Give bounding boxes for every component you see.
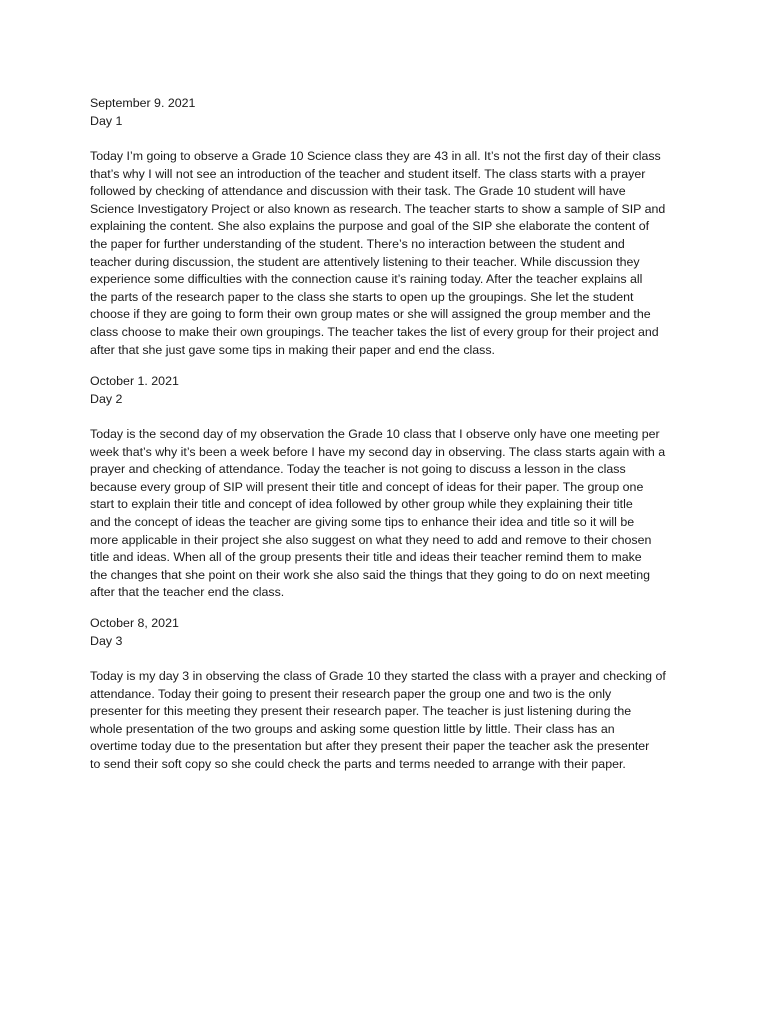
paragraph-line: after that she just gave some tips in making their paper and end the class.	[90, 342, 495, 357]
paragraph-line: to send their soft copy so she could check the parts and terms needed to arrange with their paper.	[90, 756, 626, 771]
paragraph-line: and the concept of ideas the teacher are giving some tips to enhance their idea and title so it will be	[90, 514, 635, 529]
entry-date: October 1. 2021	[90, 374, 179, 388]
paragraph-line: explaining the content. She also explains the purpose and goal of the SIP she elaborate the content of	[90, 219, 650, 234]
paragraph-line: prayer and checking of attendance. Today the teacher is not going to discuss a lesson in the class	[90, 462, 626, 477]
paragraph-line: Today is my day 3 in observing the class of Grade 10 they started the class with a prayer and checking of	[90, 669, 666, 683]
entry-date: October 8, 2021	[90, 616, 179, 630]
entry-day-label: Day 1	[90, 114, 123, 128]
paragraph-line: start to explain their title and concept of idea followed by other group while they explaining their title	[90, 497, 633, 512]
paragraph-line: the changes that she point on their work she also said the things that they going to do on next meeting	[90, 567, 651, 582]
paragraph-line: week that’s why it’s been a week before I have my second day in observing. The class starts again with a	[90, 444, 666, 459]
entry-paragraph	[90, 426, 688, 602]
paragraph-line: experience some difficulties with the connection cause it’s raining today. After the teacher explains all	[90, 272, 643, 287]
paragraph-line: after that the teacher end the class.	[90, 585, 285, 600]
paragraph-line: overtime today due to the presentation but after they present their paper the teacher ask the presenter	[90, 739, 650, 754]
paragraph-line: that’s why I will not see an introduction of the teacher and student itself. The class starts with a prayer	[90, 166, 646, 181]
paragraph-line: more applicable in their project she also suggest on what they need to add and remove to their chosen	[90, 532, 652, 547]
paragraph-line: whole presentation of the two groups and asking some question little by little. Their class has an	[90, 721, 615, 736]
entry-paragraph	[90, 148, 688, 359]
paragraph-line: presenter for this meeting they present their research paper. The teacher is just listening during the	[90, 704, 632, 719]
paragraph-line: choose if they are going to form their own group mates or she will assigned the group member and the	[90, 307, 651, 322]
paragraph-line: followed by checking of attendance and discussion with their task. The Grade 10 student will have	[90, 184, 626, 199]
paragraph-line: Science Investigatory Project or also known as research. The teacher starts to show a sample of SIP and	[90, 201, 666, 216]
journal-entry-day-1	[90, 94, 688, 359]
entry-day-label: Day 2	[90, 392, 123, 406]
entry-date: September 9. 2021	[90, 96, 196, 110]
paragraph-line: teacher during discussion, the student are attentively listening to their teacher. While discussion they	[90, 254, 640, 269]
paragraph-line: because every group of SIP will present their title and concept of ideas for their paper. The group one	[90, 479, 644, 494]
journal-entry-day-3	[90, 614, 688, 774]
paragraph-line: the paper for further understanding of the student. There’s no interaction between the student and	[90, 236, 625, 251]
paragraph-line: title and ideas. When all of the group presents their title and ideas their teacher remind them to make	[90, 550, 642, 565]
paragraph-line: class choose to make their own groupings. The teacher takes the list of every group for their project and	[90, 324, 659, 339]
entry-paragraph	[90, 668, 688, 774]
paragraph-line: the parts of the research paper to the class she starts to open up the groupings. She let the student	[90, 289, 634, 304]
journal-entry-day-2	[90, 372, 688, 602]
paragraph-line: attendance. Today their going to present their research paper the group one and two is the only	[90, 686, 612, 701]
entry-day-label: Day 3	[90, 634, 123, 648]
paragraph-line: Today is the second day of my observation the Grade 10 class that I observe only have one meeting per	[90, 427, 660, 441]
paragraph-line: Today I’m going to observe a Grade 10 Science class they are 43 in all. It’s not the first day of their class	[90, 149, 661, 163]
